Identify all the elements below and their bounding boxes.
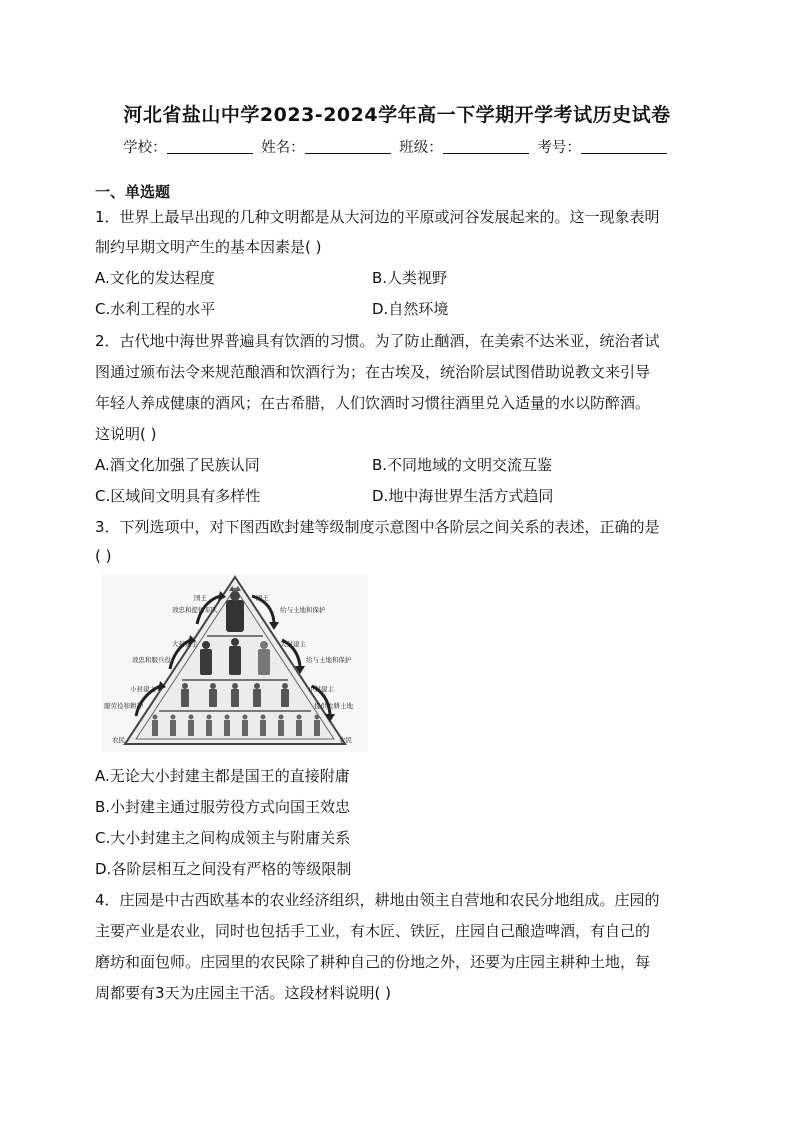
tier-label: 农民: [339, 736, 352, 744]
question-3-option-d[interactable]: D.各阶层相互之间没有严格的等级限制: [95, 860, 352, 878]
question-2-option-a[interactable]: A.酒文化加强了民族认同: [95, 456, 260, 474]
question-1-option-d[interactable]: D.自然环境: [372, 300, 449, 318]
exam-number-blank[interactable]: [581, 139, 667, 154]
feudal-hierarchy-diagram: [102, 574, 368, 752]
tier-label: 小封建主: [130, 685, 156, 693]
tier-label: 国王: [194, 594, 207, 602]
question-1-line: 1．世界上最早出现的几种文明都是从大河边的平原或河谷发展起来的。这一现象表明: [95, 208, 660, 226]
question-3-line: 3．下列选项中，对下图西欧封建等级制度示意图中各阶层之间关系的表述，正确的是: [95, 518, 660, 536]
student-info-row: [0, 136, 794, 157]
relation-label: 给与土地和保护: [280, 606, 326, 614]
name-label: 姓名：: [261, 140, 305, 156]
question-2-option-b[interactable]: B.不同地域的文明交流互鉴: [372, 456, 553, 474]
question-3-line: ( ): [95, 547, 112, 565]
relation-label: 效忠和服兵役: [132, 656, 171, 664]
tier-label: 大封建主: [280, 640, 306, 648]
question-2-line: 2．古代地中海世界普遍具有饮酒的习惯。为了防止酗酒，在美索不达米亚，统治者试: [95, 332, 660, 350]
relation-label: 服劳役和耕种: [104, 702, 143, 710]
relation-label: 提供农耕土地: [314, 702, 353, 710]
exam-title: 河北省盐山中学2023-2024学年高一下学期开学考试历史试卷: [123, 104, 671, 126]
question-3-option-a[interactable]: A.无论大小封建主都是国王的直接附庸: [95, 767, 350, 785]
question-1-option-c[interactable]: C.水利工程的水平: [95, 300, 216, 318]
question-1-option-a[interactable]: A.文化的发达程度: [95, 269, 215, 287]
question-2-option-d[interactable]: D.地中海世界生活方式趋同: [372, 487, 554, 505]
school-blank[interactable]: [167, 139, 253, 154]
class-blank[interactable]: [443, 139, 529, 154]
question-3-option-c[interactable]: C.大小封建主之间构成领主与附庸关系: [95, 829, 351, 847]
tier-label: 大封建主: [172, 640, 198, 648]
section-heading: 一、单选题: [95, 183, 171, 201]
question-4-line: 4．庄园是中古西欧基本的农业经济组织，耕地由领主自营地和农民分地组成。庄园的: [95, 891, 660, 909]
question-2-line: 这说明( ): [95, 425, 157, 443]
question-3-option-b[interactable]: B.小封建主通过服劳役方式向国王效忠: [95, 798, 351, 816]
question-4-line: 周都要有3天为庄园主干活。这段材料说明( ): [95, 984, 392, 1002]
tier-label: 国王: [256, 594, 269, 602]
question-4-line: 主要产业是农业，同时也包括手工业，有木匠、铁匠，庄园自己酿造啤酒，有自己的: [95, 922, 651, 940]
question-2-line: 年轻人养成健康的酒风；在古希腊，人们饮酒时习惯往酒里兑入适量的水以防醉酒。: [95, 394, 651, 412]
name-blank[interactable]: [305, 139, 391, 154]
question-2-line: 图通过颁布法令来规范酿酒和饮酒行为；在古埃及，统治阶层试图借助说教文来引导: [95, 363, 651, 381]
tier-label: 小封建主: [308, 685, 334, 693]
question-4-line: 磨坊和面包师。庄园里的农民除了耕种自己的份地之外，还要为庄园主耕种土地，每: [95, 953, 651, 971]
exam-number-label: 考号：: [537, 140, 581, 156]
question-1-option-b[interactable]: B.人类视野: [372, 269, 448, 287]
relation-label: 效忠和提供军队: [172, 606, 218, 614]
tier-label: 农民: [112, 736, 125, 744]
question-2-option-c[interactable]: C.区域间文明具有多样性: [95, 487, 261, 505]
school-label: 学校：: [123, 140, 167, 156]
question-1-line: 制约早期文明产生的基本因素是( ): [95, 238, 322, 256]
class-label: 班级：: [399, 140, 443, 156]
relation-label: 给与土地和保护: [306, 656, 352, 664]
